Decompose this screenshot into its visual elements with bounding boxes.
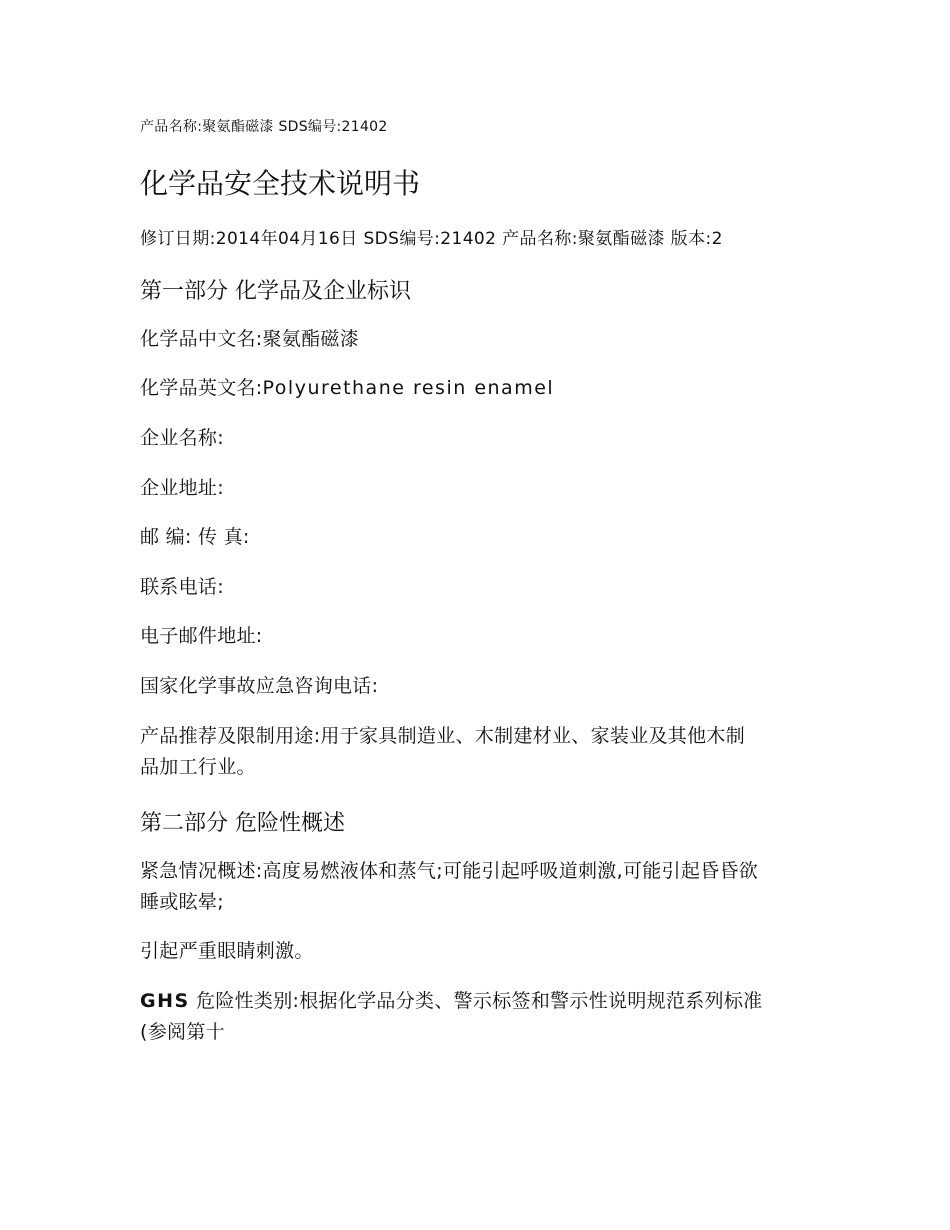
contact-phone: 联系电话: [140, 576, 224, 598]
email-address: 电子邮件地址: [140, 625, 263, 647]
section-1-heading: 第一部分 化学品及企业标识 [140, 279, 411, 304]
ghs-classification [140, 986, 820, 1048]
ghs-label: GHS [140, 990, 190, 1012]
emergency-phone: 国家化学事故应急咨询电话: [140, 675, 379, 697]
ghs-line-2: (参阅第十 [140, 1021, 225, 1043]
page-header: 产品名称:聚氨酯磁漆 SDS编号:21402 [140, 119, 388, 135]
chinese-name: 化学品中文名:聚氨酯磁漆 [140, 328, 360, 350]
emergency-overview [140, 856, 820, 918]
eye-irritation: 引起严重眼睛刺激。 [140, 940, 314, 962]
english-name-label: 化学品英文名: [140, 377, 263, 399]
english-name-value: Polyurethane resin enamel [262, 377, 555, 399]
overview-line-1: 紧急情况概述:高度易燃液体和蒸气;可能引起呼吸道刺激,可能引起昏昏欲 [140, 860, 759, 882]
english-name [140, 373, 820, 404]
document-title: 化学品安全技术说明书 [140, 167, 421, 200]
usage-line-1: 产品推荐及限制用途:用于家具制造业、木制建材业、家装业及其他木制 [140, 725, 746, 747]
company-name: 企业名称: [140, 427, 224, 449]
section-2-heading: 第二部分 危险性概述 [140, 811, 345, 836]
ghs-line-1 [140, 986, 820, 1017]
ghs-line-1-text: 危险性类别:根据化学品分类、警示标签和警示性说明规范系列标准 [196, 990, 763, 1012]
overview-line-2: 睡或眩晕; [140, 891, 224, 913]
usage-line-2: 品加工行业。 [140, 756, 256, 778]
revision-info: 修订日期:2014年04月16日 SDS编号:21402 产品名称:聚氨酯磁漆 版本:2 [140, 229, 723, 249]
postal-fax: 邮 编: 传 真: [140, 526, 250, 548]
recommended-usage [140, 721, 820, 783]
company-address: 企业地址: [140, 477, 224, 499]
